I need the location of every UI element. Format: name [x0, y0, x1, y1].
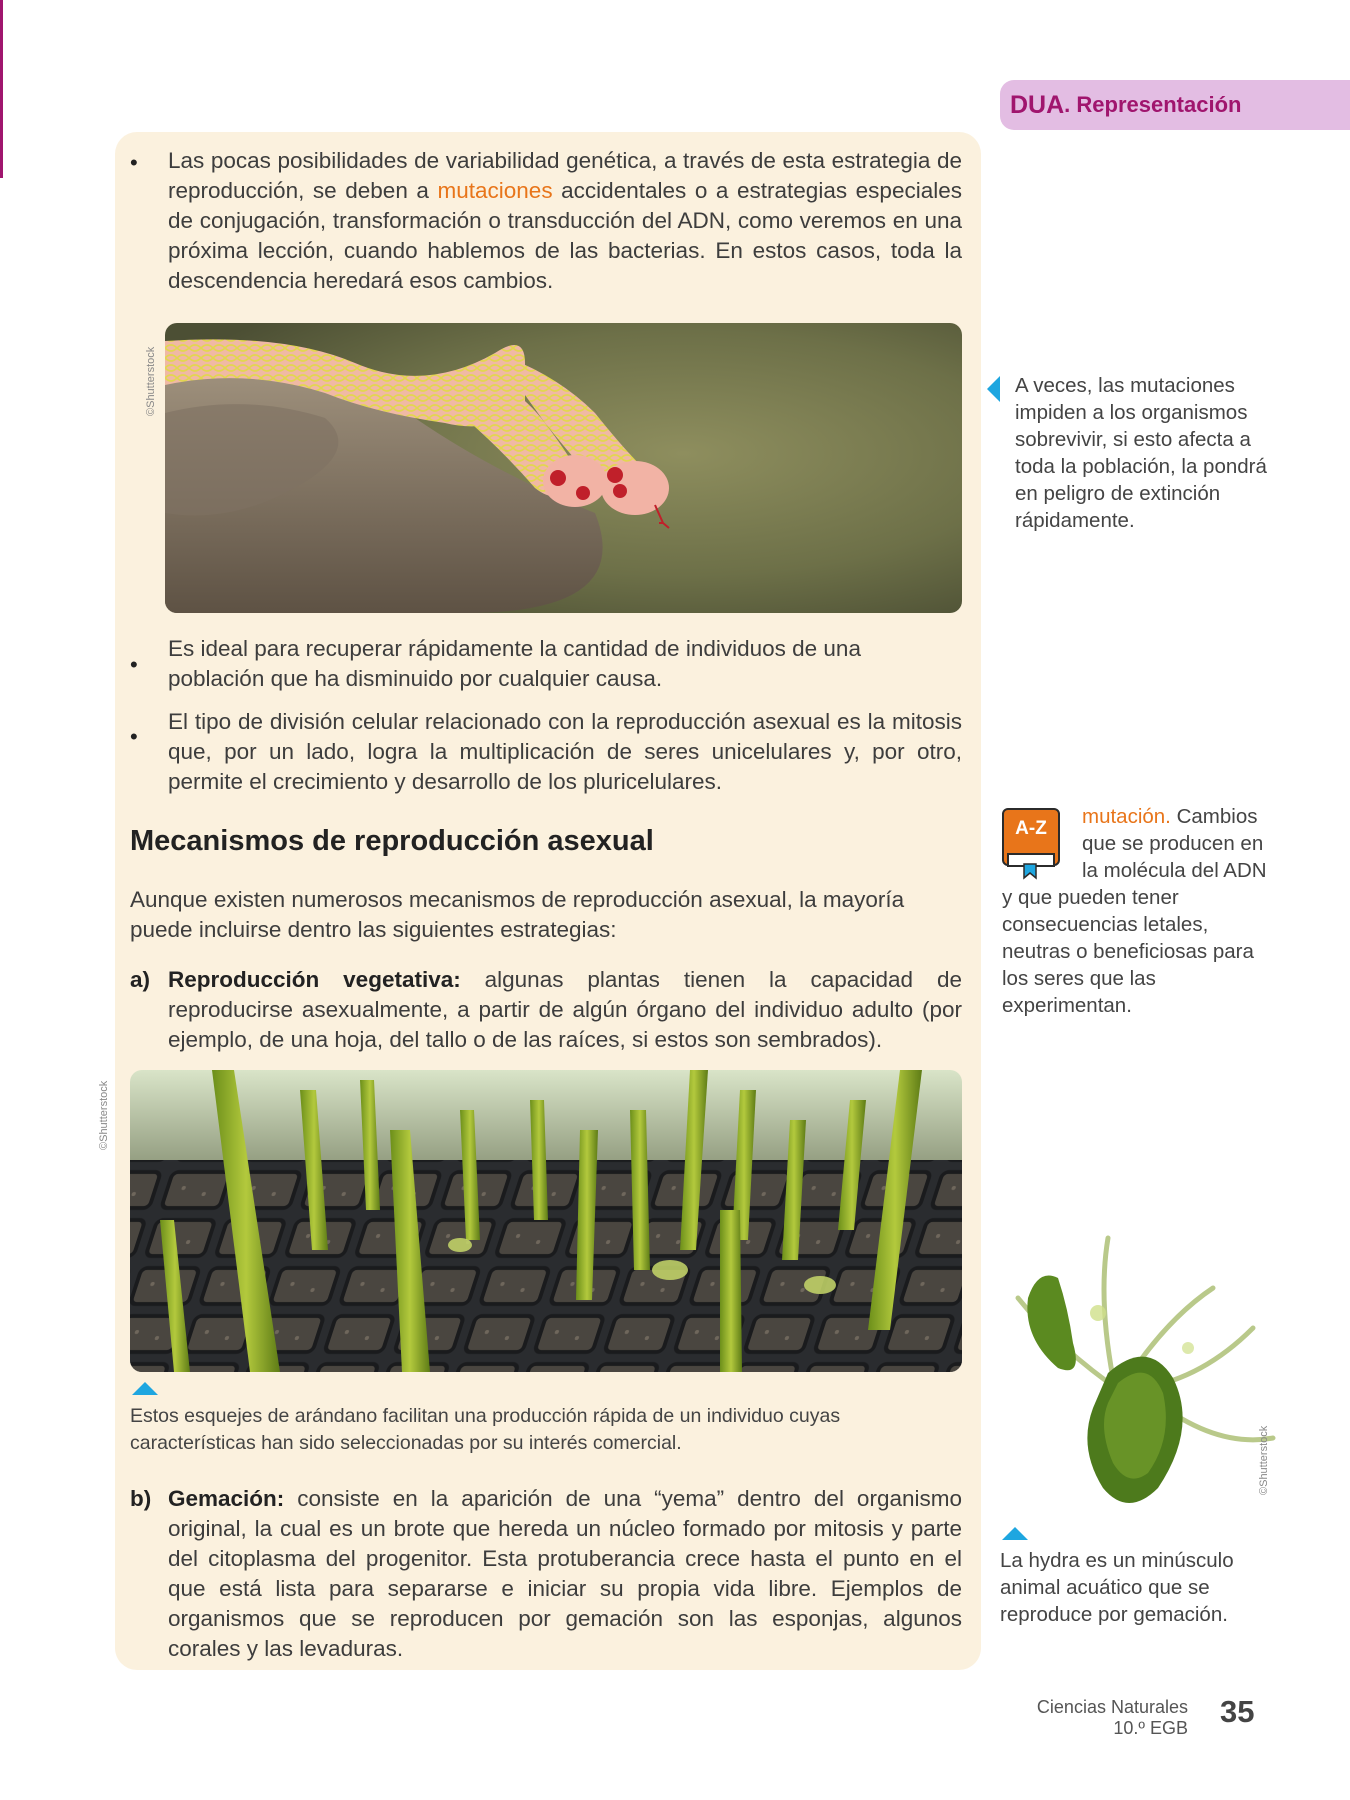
photo-credit: ©Shutterstock	[98, 1080, 110, 1150]
caption-hydra: La hydra es un minúsculo animal acuático que se reproduce por gemación.	[1000, 1549, 1234, 1626]
bullet-marker: •	[130, 652, 138, 677]
subject-name: Ciencias Naturales	[1036, 1697, 1188, 1717]
dua-label: DUA	[1010, 90, 1065, 119]
two-headed-snake-photo	[165, 323, 962, 613]
bullet-paragraph-mitosis: El tipo de división celular relacionado con la reproducción asexual es la mitosis que, por un lado, logra la multiplicación de seres unicelulares y, por otro, permite el crecimiento y desarrollo de los pluricelulares.	[168, 709, 962, 794]
cuttings-illustration	[130, 1070, 962, 1372]
blueberry-cuttings-photo	[130, 1070, 962, 1372]
bullet-paragraph-population: Es ideal para recuperar rápidamente la cantidad de individuos de una población que ha disminuido por cualquier causa.	[168, 636, 861, 691]
text-run: consiste en la aparición de una “yema” dentro del organismo original, la cual es un brote que hereda un núcleo formado por mitosis y parte del citoplasma del progenitor. Esta protuberancia crece hasta el punto en el que está lista para separarse e iniciar su propia vida libre. Ejemplos de organismos que se reproducen por gemación son las esponjas, algunos corales y las levaduras.	[168, 1486, 962, 1661]
list-marker-a: a)	[130, 967, 151, 992]
snake-illustration	[165, 323, 962, 613]
footer-subject	[1037, 1697, 1188, 1739]
intro-paragraph: Aunque existen numerosos mecanismos de reproducción asexual, la mayoría puede incluirse dentro las siguientes estrategias:	[130, 887, 905, 942]
photo-credit: ©Shutterstock	[145, 346, 157, 416]
page-number: 35	[1220, 1694, 1255, 1729]
glossary-term: mutación.	[1082, 805, 1171, 828]
page-edge-marker	[0, 0, 3, 178]
grade-level: 10.º EGB	[1113, 1718, 1188, 1738]
glossary-definition	[1002, 803, 1282, 1019]
item-budding	[168, 1484, 962, 1664]
glossary-icon-label: A-Z	[1015, 818, 1047, 839]
list-marker-b: b)	[130, 1486, 152, 1511]
section-heading: Mecanismos de reproducción asexual	[130, 825, 654, 857]
photo-credit: ©Shutterstock	[1258, 1425, 1270, 1495]
caption-cuttings: Estos esquejes de arándano facilitan una producción rápida de un individuo cuyas características han sido seleccionadas por su interés comercial.	[130, 1405, 841, 1454]
text-run: accidentales o a estrategias especiales de conjugación, transformación o transducción del ADN, como veremos en una próxima lección, cuando hablemos de las bacterias. En estos casos, toda la descendencia heredará esos cambios.	[168, 178, 962, 293]
pointer-up-icon	[132, 1382, 158, 1395]
hydra-illustration	[998, 1228, 1280, 1513]
term-budding: Gemación:	[168, 1486, 285, 1511]
pointer-left-icon	[987, 376, 1000, 402]
bullet-marker: •	[130, 724, 138, 749]
dua-subtitle: . Representación	[1064, 92, 1242, 117]
bullet-marker: •	[130, 150, 138, 175]
pointer-up-icon	[1002, 1527, 1028, 1540]
text-run: algunas plantas tienen la capacidad de reproducirse asexualmente, a partir de algún órgano del individuo adulto (por ejemplo, de una hoja, del tallo o de las raíces, si estos son sembrados).	[168, 967, 962, 1052]
dua-tab	[1000, 80, 1350, 130]
text-run: Las pocas posibilidades de variabilidad genética, a través de esta estrategia de reproducción, se deben a	[168, 148, 962, 203]
item-vegetative-reproduction	[168, 965, 962, 1055]
side-note-mutations: A veces, las mutaciones impiden a los organismos sobrevivir, si esto afecta a toda la población, la pondrá en peligro de extinción rápidamente.	[1015, 374, 1267, 532]
icon-spacer	[1002, 803, 1082, 883]
hydra-photo	[998, 1228, 1280, 1513]
text-run: Cambios que se producen en la molécula del ADN y que pueden tener consecuencias letales, neutras o beneficiosas para los seres que las experimentan.	[1002, 805, 1267, 1017]
mutations-keyword: mutaciones	[437, 178, 553, 203]
bullet-paragraph-variability	[168, 146, 962, 296]
term-vegetative: Reproducción vegetativa:	[168, 967, 461, 992]
